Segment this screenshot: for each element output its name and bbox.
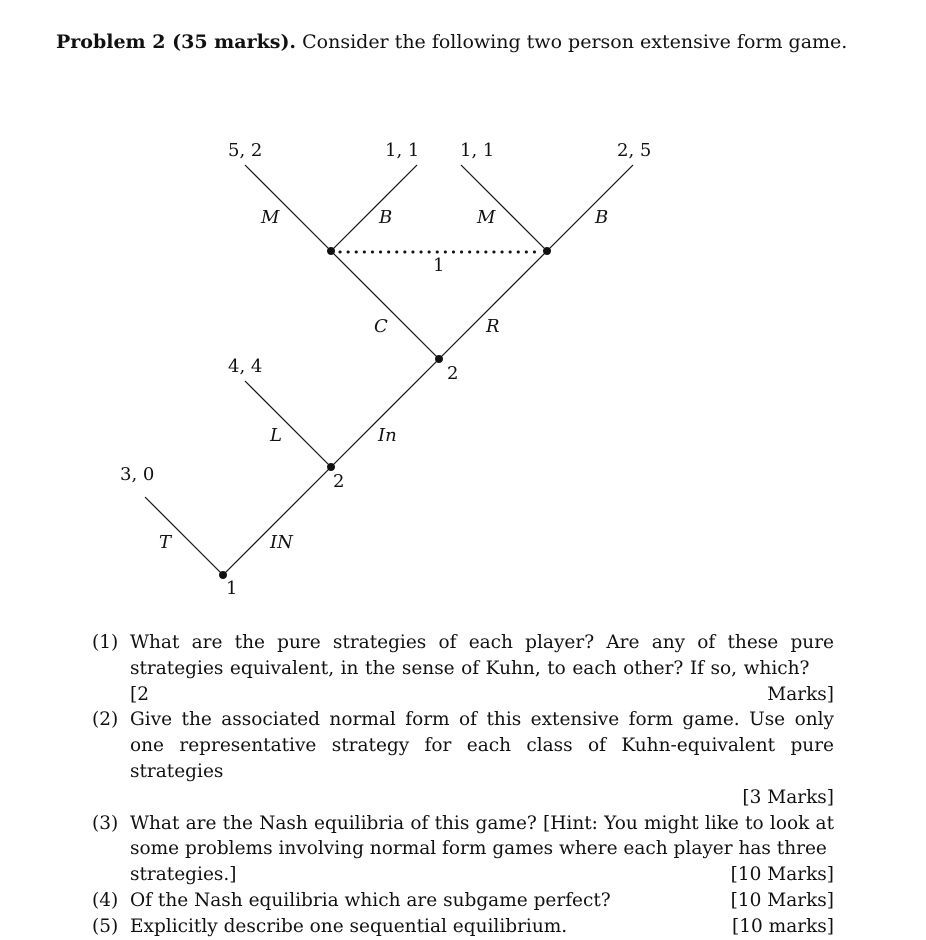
question-number: (4) xyxy=(92,889,119,911)
edge-L xyxy=(245,381,331,467)
question-3 xyxy=(92,811,834,888)
node-info-right xyxy=(543,247,551,255)
node-player2-lower xyxy=(327,463,335,471)
question-number: (1) xyxy=(92,632,119,653)
action-M-left: M xyxy=(261,207,280,228)
question-list xyxy=(92,630,834,940)
question-marks: [10 Marks] xyxy=(730,889,834,911)
player-node-upper: 2 xyxy=(447,363,459,384)
action-T: T xyxy=(159,532,172,553)
action-B-left: B xyxy=(379,207,393,228)
edge-In xyxy=(331,359,439,467)
edge-B-left xyxy=(331,165,417,251)
question-text-end: strategies.] xyxy=(130,864,237,886)
question-marks: [2 Marks] xyxy=(130,683,834,705)
question-marks: [10 Marks] xyxy=(730,864,834,886)
payoff-5-2: 5, 2 xyxy=(228,140,263,161)
player-info-set: 1 xyxy=(433,255,445,276)
action-L: L xyxy=(270,425,282,446)
question-text: What are the Nash equilibria of this game? [Hint: You might like to look at some problems involving normal form games where each player has three xyxy=(130,812,834,860)
question-marks: [10 marks] xyxy=(732,915,834,937)
question-number: (3) xyxy=(92,812,119,834)
payoff-2-5: 2, 5 xyxy=(617,140,652,161)
question-text: Of the Nash equilibria which are subgame perfect? xyxy=(130,889,611,911)
edge-C xyxy=(331,251,439,359)
edge-M-left xyxy=(245,165,331,251)
player-root: 1 xyxy=(226,578,238,599)
payoff-4-4: 4, 4 xyxy=(228,356,263,377)
question-text: Explicitly describe one sequential equilibrium. xyxy=(130,915,568,937)
question-text: Give the associated normal form of this extensive form game. Use only one representative strategy for each class of Kuhn-equivalent pure strategies xyxy=(130,709,834,782)
edge-B-right xyxy=(547,165,633,251)
question-number: (5) xyxy=(92,915,119,937)
edge-M-right xyxy=(461,165,547,251)
edge-R xyxy=(439,251,547,359)
payoff-1-1-left: 1, 1 xyxy=(385,140,420,161)
question-5 xyxy=(92,914,834,940)
edge-T xyxy=(145,497,223,575)
question-2 xyxy=(92,707,834,810)
action-R: R xyxy=(486,316,500,337)
action-IN: IN xyxy=(270,532,293,553)
edge-IN xyxy=(223,467,331,575)
node-player2-upper xyxy=(435,355,443,363)
action-C: C xyxy=(374,316,388,337)
action-M-right: M xyxy=(477,207,496,228)
question-text: What are the pure strategies of each player? Are any of these pure strategies equivalent, in the sense of Kuhn, to each other? If so, which? xyxy=(130,632,834,679)
problem-title: Problem 2 (35 marks). xyxy=(56,31,297,53)
problem-intro: Consider the following two person extensive form game. xyxy=(302,31,848,53)
action-B-right: B xyxy=(595,207,609,228)
question-1 xyxy=(92,630,834,707)
node-info-left xyxy=(327,247,335,255)
action-In: In xyxy=(378,425,397,446)
player-node-lower: 2 xyxy=(333,471,345,492)
question-marks: [3 Marks] xyxy=(742,786,834,808)
question-number: (2) xyxy=(92,709,119,731)
payoff-1-1-right: 1, 1 xyxy=(460,140,495,161)
payoff-3-0: 3, 0 xyxy=(120,464,155,485)
